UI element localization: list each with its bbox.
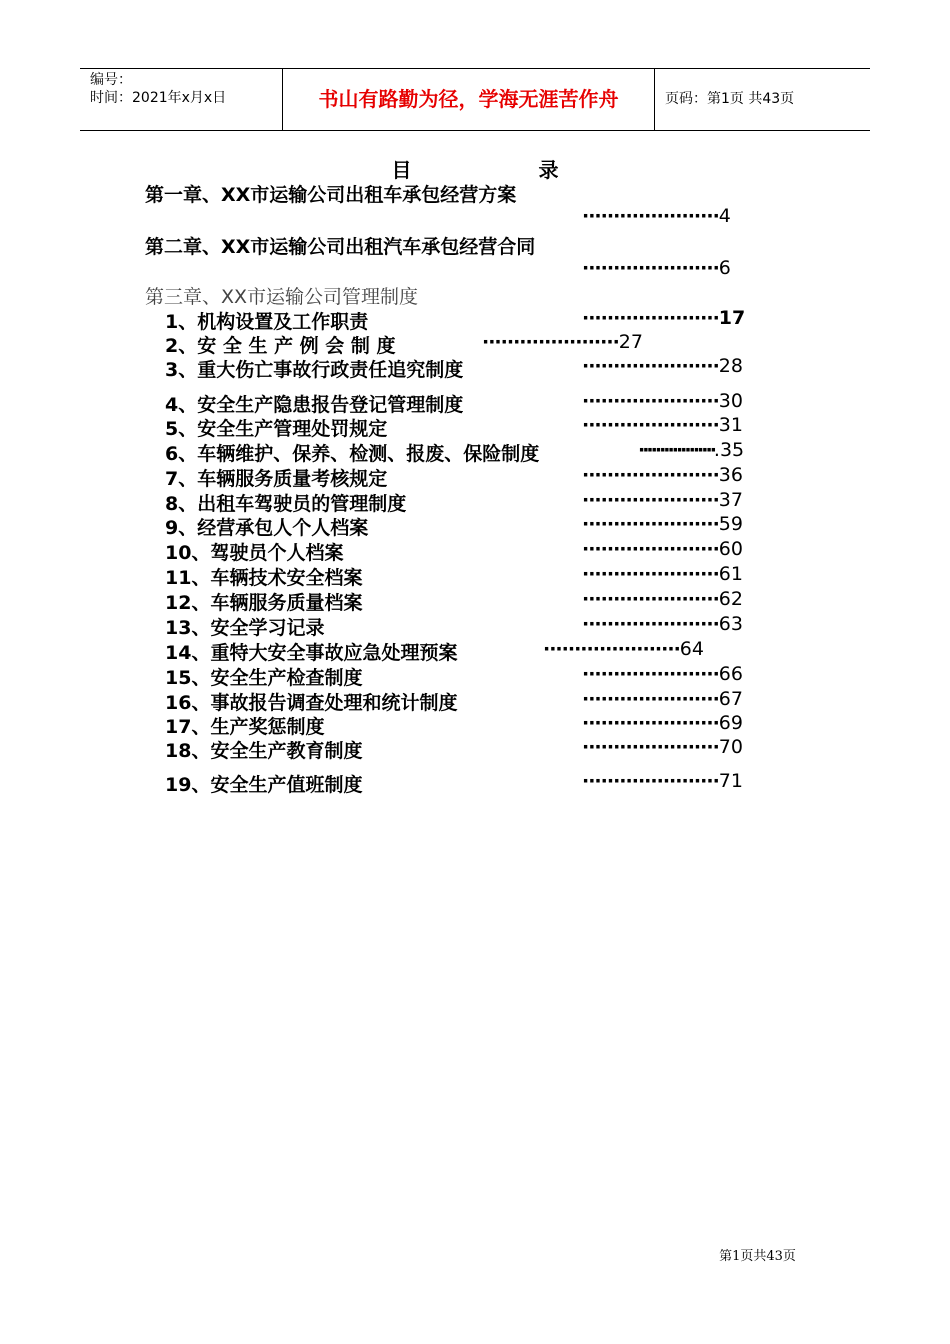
toc-item-12: 12、车辆服务质量档案 — [165, 592, 363, 614]
toc-item-18-page: 70 — [718, 736, 743, 758]
toc-item-16: 16、事故报告调查处理和统计制度 — [165, 692, 458, 714]
toc-item-15-page: 66 — [718, 663, 743, 685]
chapter-1-leader — [582, 205, 731, 227]
toc-item-1: 1、机构设置及工作职责 — [165, 311, 369, 333]
dot-leader: ······················ — [582, 257, 719, 279]
toc-item-18-leader — [582, 736, 743, 758]
dot-leader: ······················ — [582, 770, 719, 792]
toc-item-18: 18、安全生产教育制度 — [165, 740, 363, 762]
chapter-3-title: 第三章、XX市运输公司管理制度 — [145, 286, 419, 308]
toc-item-2: 2、安 全 生 产 例 会 制 度 — [165, 335, 396, 357]
dot-leader: ······················ — [582, 355, 719, 377]
toc-item-6: 6、车辆维护、保养、检测、报废、保险制度 — [165, 443, 540, 465]
toc-item-5-leader — [582, 414, 743, 436]
chapter-2-page: 6 — [718, 257, 731, 279]
toc-item-3-leader — [582, 355, 743, 377]
toc-item-3: 3、重大伤亡事故行政责任追究制度 — [165, 359, 464, 381]
dot-leader: ······················ — [582, 390, 719, 412]
dot-leader: ······················ — [582, 538, 719, 560]
dot-leader: ·················· — [638, 439, 714, 461]
toc-item-9-page: 59 — [718, 513, 743, 535]
chapter-2-leader — [582, 257, 731, 279]
toc-item-15: 15、安全生产检查制度 — [165, 667, 363, 689]
dot-leader: ······················ — [582, 563, 719, 585]
toc-item-14-leader — [543, 638, 704, 660]
dot-leader: ······················ — [582, 464, 719, 486]
page-footer: 第1页共43页 — [719, 1249, 796, 1264]
toc-item-12-page: 62 — [718, 588, 743, 610]
page-header — [80, 68, 870, 131]
dot-leader: ······················ — [582, 688, 719, 710]
dot-leader: ······················ — [582, 588, 719, 610]
toc-item-8-leader — [582, 489, 743, 511]
toc-item-8: 8、出租车驾驶员的管理制度 — [165, 493, 407, 515]
dot-leader: ······················ — [582, 736, 719, 758]
toc-item-7-page: 36 — [718, 464, 743, 486]
header-page-label: 页码：第1页 共43页 — [665, 91, 795, 107]
toc-item-1-page: 17 — [718, 307, 746, 329]
toc-item-5: 5、安全生产管理处罚规定 — [165, 418, 388, 440]
toc-item-17-page: 69 — [718, 712, 743, 734]
toc-item-4-leader — [582, 390, 743, 412]
dot-leader: ······················ — [543, 638, 680, 660]
toc-item-17-leader — [582, 712, 743, 734]
toc-item-16-page: 67 — [718, 688, 743, 710]
toc-item-1-leader — [582, 307, 745, 329]
chapter-2-title — [145, 232, 535, 259]
document-date-label: 时间：2021年x月x日 — [90, 90, 227, 106]
toc-item-5-page: 31 — [718, 414, 743, 436]
toc-item-4: 4、安全生产隐患报告登记管理制度 — [165, 394, 464, 416]
dot-leader: ······················ — [582, 414, 719, 436]
toc-title: 目 录 — [391, 158, 619, 182]
dot-leader: ······················ — [582, 513, 719, 535]
dot-leader: ······················ — [582, 489, 719, 511]
chapter-1-page: 4 — [718, 205, 731, 227]
toc-item-3-page: 28 — [718, 355, 743, 377]
toc-item-7-leader — [582, 464, 743, 486]
chapter-2-title-text: 第二章、XX市运输公司出租汽车承包经营合同 — [145, 236, 536, 258]
toc-item-13: 13、安全学习记录 — [165, 617, 325, 639]
chapter-1-title: 第一章、XX市运输公司出租车承包经营方案 — [145, 184, 517, 206]
toc-item-11-page: 61 — [718, 563, 743, 585]
dot-leader: ······················ — [482, 331, 619, 353]
header-motto: 书山有路勤为径，学海无涯苦作舟 — [282, 69, 655, 130]
document-number-label: 编号： — [90, 72, 132, 88]
toc-item-6-page: .35 — [713, 439, 745, 461]
toc-item-14: 14、重特大安全事故应急处理预案 — [165, 642, 458, 664]
toc-item-6-leader — [638, 439, 744, 461]
toc-item-10-page: 60 — [718, 538, 743, 560]
toc-item-16-leader — [582, 688, 743, 710]
dot-leader: ······················ — [582, 663, 719, 685]
toc-item-8-page: 37 — [718, 489, 743, 511]
toc-item-11: 11、车辆技术安全档案 — [165, 567, 363, 589]
toc-item-13-page: 63 — [718, 613, 743, 635]
toc-item-9: 9、经营承包人个人档案 — [165, 517, 369, 539]
toc-item-11-leader — [582, 563, 743, 585]
toc-item-4-page: 30 — [718, 390, 743, 412]
toc-item-19: 19、安全生产值班制度 — [165, 774, 363, 796]
dot-leader: ······················ — [582, 307, 719, 329]
toc-item-12-leader — [582, 588, 743, 610]
toc-item-9-leader — [582, 513, 743, 535]
header-meta — [80, 69, 282, 130]
toc-item-2-page: 27 — [618, 331, 643, 353]
toc-item-17: 17、生产奖惩制度 — [165, 716, 325, 738]
toc-item-10-leader — [582, 538, 743, 560]
toc-item-15-leader — [582, 663, 743, 685]
toc-item-19-page: 71 — [718, 770, 743, 792]
dot-leader: ······················ — [582, 613, 719, 635]
toc-item-13-leader — [582, 613, 743, 635]
toc-item-19-leader — [582, 770, 743, 792]
toc-item-10: 10、驾驶员个人档案 — [165, 542, 344, 564]
dot-leader: ······················ — [582, 205, 719, 227]
toc-item-2-leader — [482, 331, 643, 353]
toc-item-7: 7、车辆服务质量考核规定 — [165, 468, 388, 490]
dot-leader: ······················ — [582, 712, 719, 734]
toc-item-14-page: 64 — [679, 638, 704, 660]
